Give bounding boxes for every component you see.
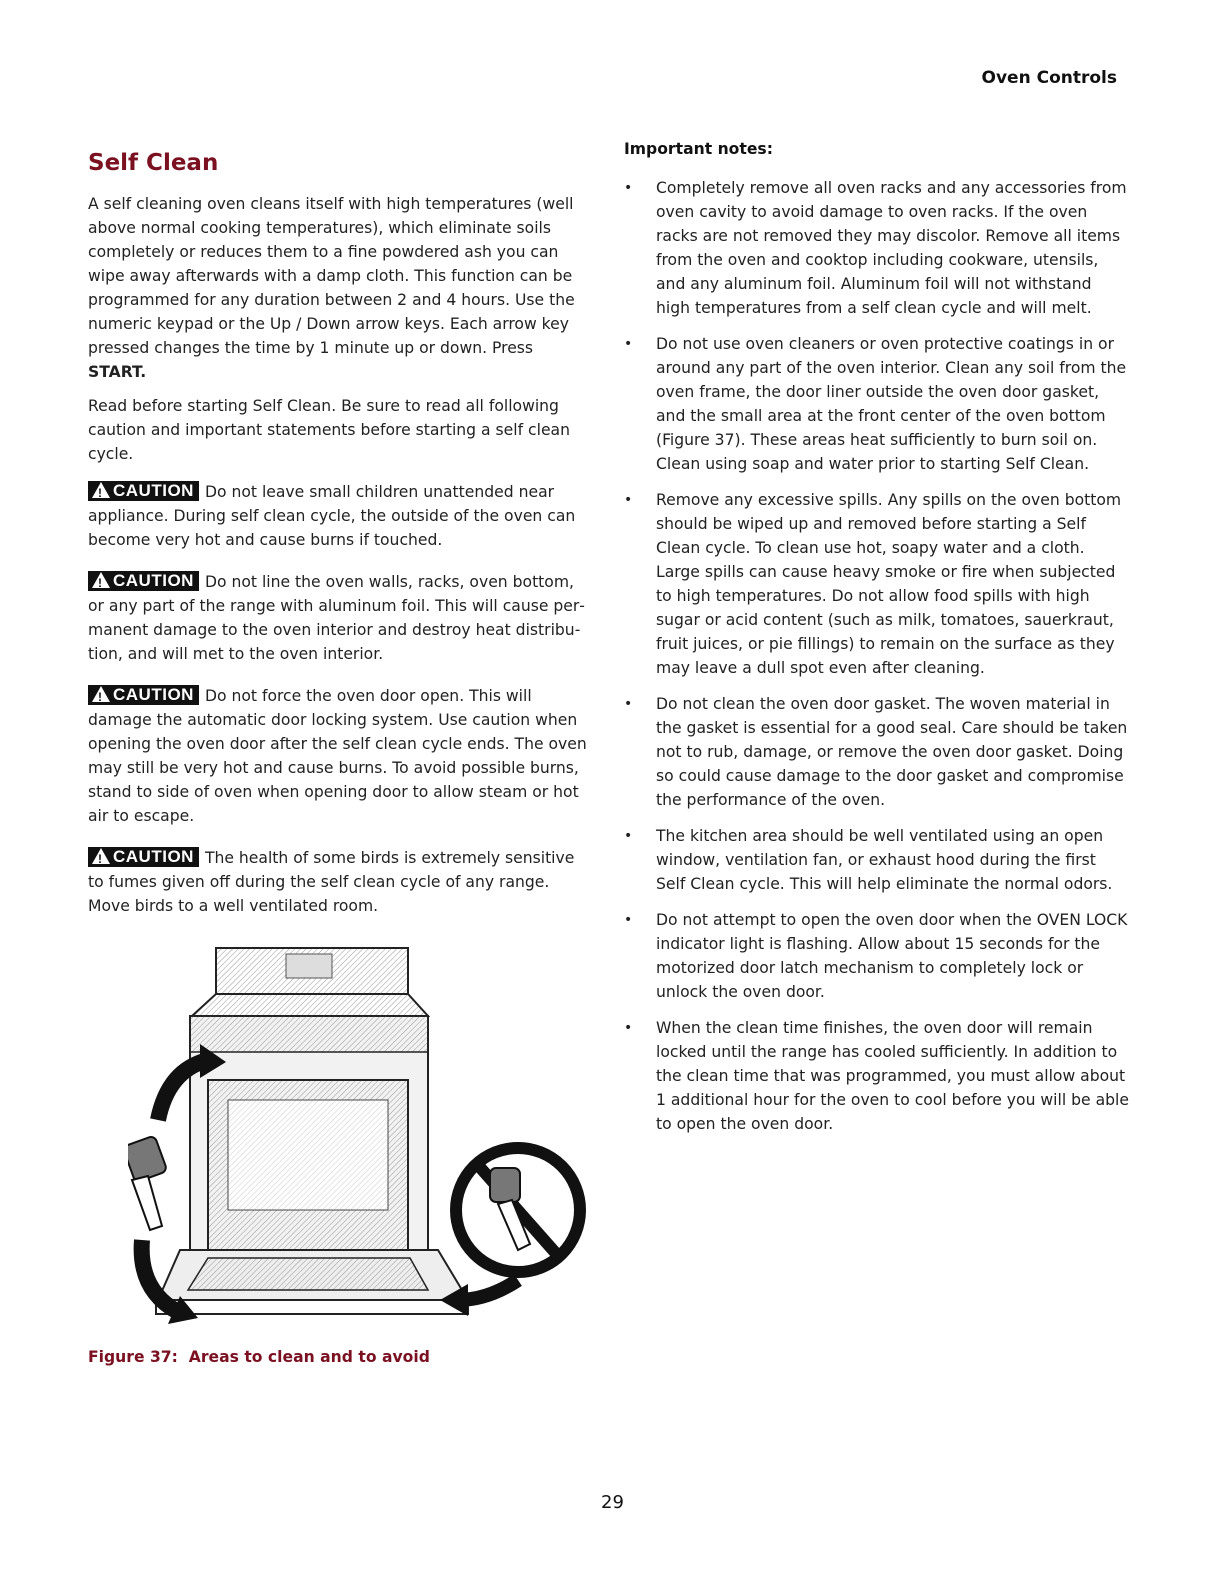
oven-illustration: [128, 940, 598, 1340]
caution-4: !CAUTION The health of some birds is extremely sensitive to fumes given off during the self clean cycle of any range. Move birds to a well ventilated room.: [88, 846, 593, 918]
intro-paragraph: A self cleaning oven cleans itself with high temperatures (well above normal cooking temperatures), which eliminate soils completely or reduces them to a fine powdered ash you can wipe away afterwards with a damp cloth. This function can be programmed for any duration between 2 and 4 hours. Use the numeric keypad or the Up / Down arrow keys. Each arrow key pressed changes the time by 1 minute up or down. Press START.: [88, 195, 575, 381]
figure-caption: Figure 37: Areas to clean and to avoid: [88, 1348, 430, 1366]
caution-badge: !CAUTION: [88, 571, 199, 591]
important-notes-list: [624, 176, 1129, 1136]
caution-badge: !CAUTION: [88, 685, 199, 705]
read-before-paragraph: Read before starting Self Clean. Be sure to read all following caution and important statements before starting a self clean cycle.: [88, 397, 570, 463]
warning-icon: [92, 686, 110, 702]
list-item: • Remove any excessive spills. Any spills on the oven bottom should be wiped up and removed before starting a Self Clean cycle. To clean use hot, soapy water and a cloth. Large spills can cause heavy smoke or fire when subjected to high temperatures. Do not allow food spills with high sugar or acid content (such as milk, tomatoes, sauerkraut, fruit juices, or pie fillings) to remain on the surface as they may leave a dull spot even after cleaning.: [624, 488, 1129, 680]
caution-badge: !CAUTION: [88, 481, 199, 501]
list-item: • Do not attempt to open the oven door when the OVEN LOCK indicator light is flashing. Allow about 15 seconds for the motorized door latch mechanism to completely lock or unlock the oven door.: [624, 908, 1129, 1004]
right-column: [624, 140, 1129, 1148]
list-item: • Do not clean the oven door gasket. The woven material in the gasket is essential for a good seal. Care should be taken not to rub, damage, or remove the oven door gasket. Doing so could cause damage to the door gasket and compromise the performance of the oven.: [624, 692, 1129, 812]
page-number: 29: [601, 1492, 624, 1513]
list-item: • Completely remove all oven racks and any accessories from oven cavity to avoid damage to oven racks. If the oven racks are not removed they may discolor. Remove all items from the oven and cooktop including cookware, utensils, and any aluminum foil. Aluminum foil will not withstand high temperatures from a self clean cycle and will melt.: [624, 176, 1129, 320]
section-header: Oven Controls: [981, 68, 1117, 88]
warning-icon: [92, 482, 110, 498]
left-column: [88, 150, 593, 928]
caution-1: !CAUTION Do not leave small children unattended near appliance. During self clean cycle, the outside of the oven can become very hot and cause burns if touched.: [88, 480, 593, 552]
page-title: Self Clean: [88, 150, 219, 176]
important-notes-heading: Important notes:: [624, 140, 773, 158]
caution-2: !CAUTION Do not line the oven walls, racks, oven bottom, or any part of the range with aluminum foil. This will cause permanent damage to the oven interior and destroy heat distribution, and will met to the oven interior.: [88, 570, 593, 666]
list-item: • Do not use oven cleaners or oven protective coatings in or around any part of the oven interior. Clean any soil from the oven frame, the door liner outside the oven door gasket, and the small area at the front center of the oven bottom (Figure 37). These areas heat sufficiently to burn soil on. Clean using soap and water prior to starting Self Clean.: [624, 332, 1129, 476]
caution-3: !CAUTION Do not force the oven door open. This will damage the automatic door locking system. Use caution when opening the oven door after the self clean cycle ends. The oven may still be very hot and cause burns. To avoid possible burns, stand to side of oven when opening door to allow steam or hot air to escape.: [88, 684, 593, 828]
list-item: • The kitchen area should be well ventilated using an open window, ventilation fan, or exhaust hood during the first Self Clean cycle. This will help eliminate the normal odors.: [624, 824, 1129, 896]
list-item: • When the clean time finishes, the oven door will remain locked until the range has cooled sufficiently. In addition to the clean time that was programmed, you must allow about 1 additional hour for the oven to cool before you will be able to open the oven door.: [624, 1016, 1129, 1136]
warning-icon: [92, 572, 110, 588]
warning-icon: [92, 848, 110, 864]
caution-badge: !CAUTION: [88, 847, 199, 867]
